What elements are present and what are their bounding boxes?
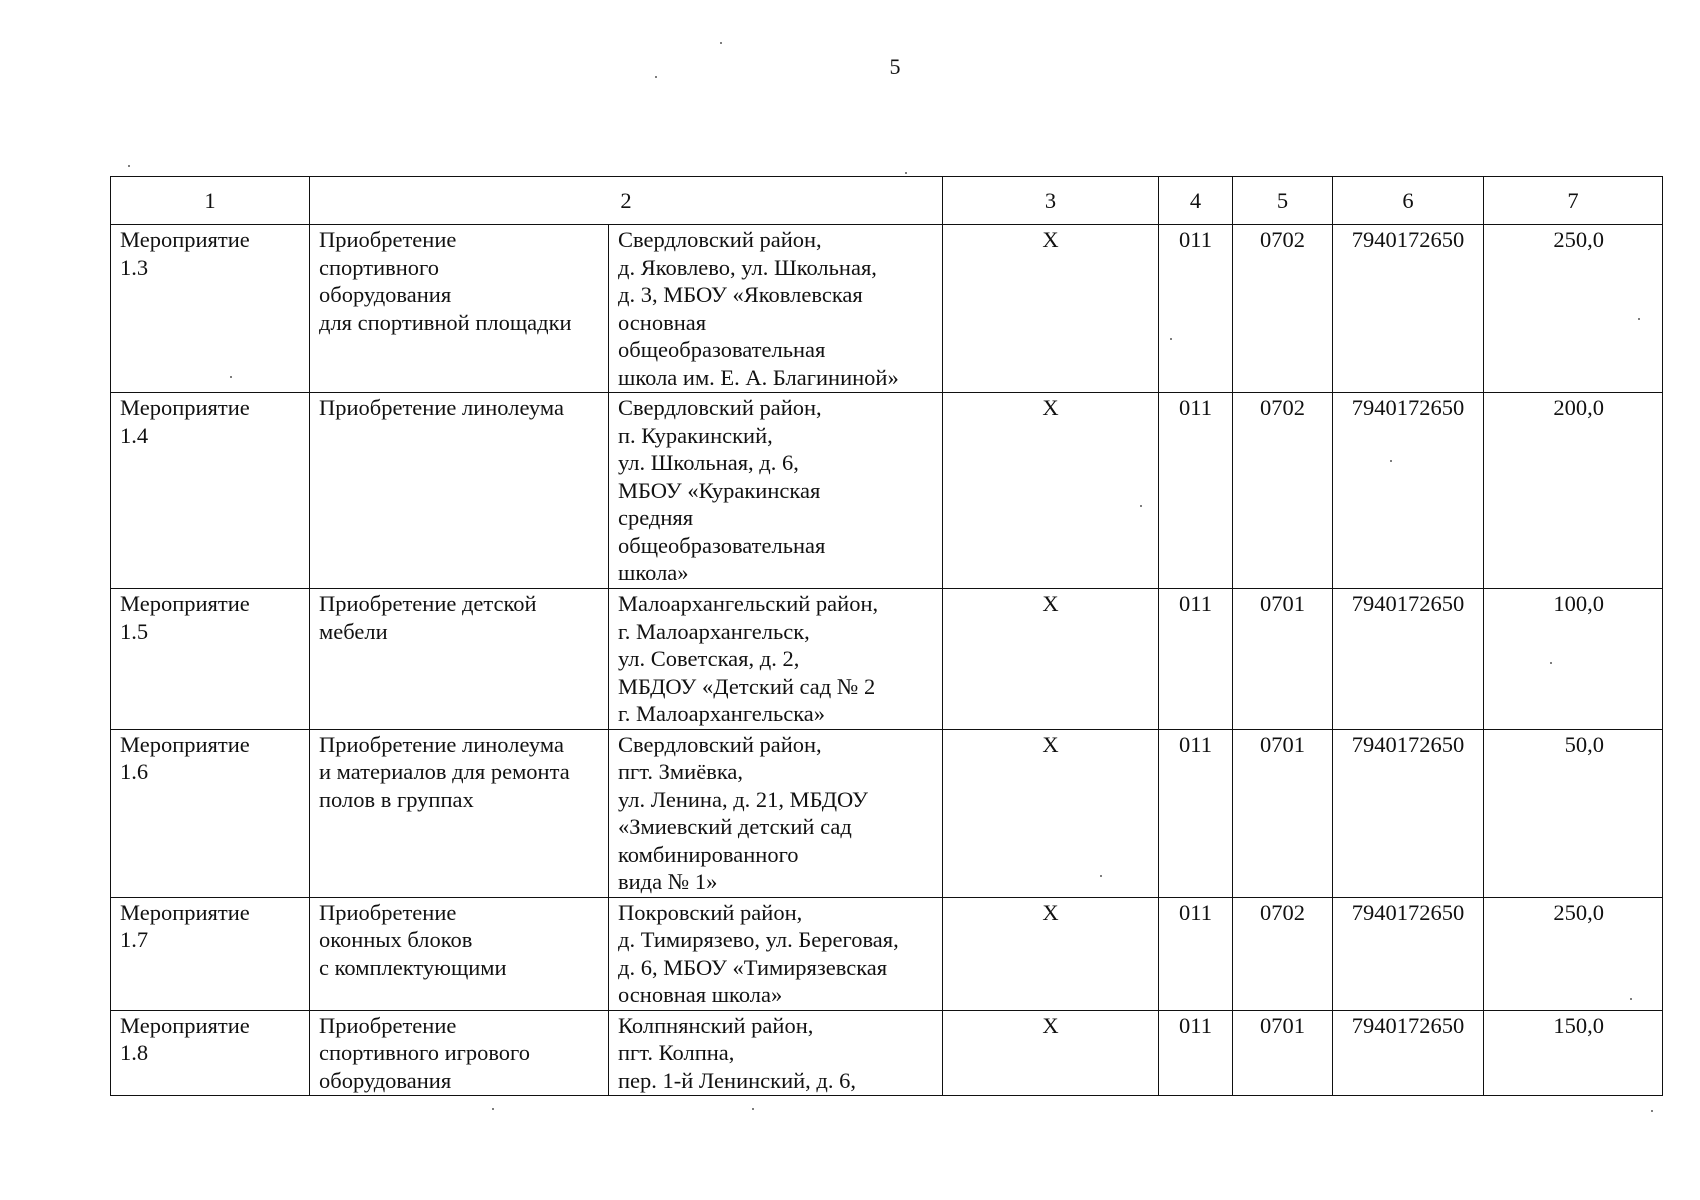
col3-cell: Х <box>943 225 1159 393</box>
activity-cell: Мероприятие 1.5 <box>111 589 310 730</box>
col7-cell: 50,0 <box>1484 729 1663 897</box>
col6-cell: 7940172650 <box>1333 393 1484 589</box>
description-cell: Приобретение оконных блоков с комплектующими <box>310 897 609 1010</box>
header-row <box>111 177 1663 225</box>
header-cell-6: 6 <box>1333 177 1484 225</box>
scan-speck <box>128 165 130 167</box>
scan-speck <box>720 42 722 44</box>
col5-cell: 0702 <box>1233 225 1333 393</box>
scan-speck <box>230 376 232 378</box>
col6-cell: 7940172650 <box>1333 729 1484 897</box>
col7-cell: 250,0 <box>1484 897 1663 1010</box>
scan-speck <box>905 172 907 174</box>
table-row <box>111 393 1663 589</box>
col5-cell: 0701 <box>1233 1010 1333 1096</box>
location-cell: Свердловский район, п. Куракинский, ул. Школьная, д. 6, МБОУ «Куракинская средняя общеобразовательная школа» <box>609 393 943 589</box>
col3-cell: Х <box>943 897 1159 1010</box>
scan-speck <box>655 76 657 78</box>
scan-speck <box>492 1108 494 1110</box>
header-cell-2: 2 <box>310 177 943 225</box>
col4-cell: 011 <box>1159 729 1233 897</box>
description-cell: Приобретение спортивного игрового оборудования <box>310 1010 609 1096</box>
scan-speck <box>1100 875 1102 877</box>
scan-speck <box>752 1108 754 1110</box>
header-cell-3: 3 <box>943 177 1159 225</box>
activity-cell: Мероприятие 1.6 <box>111 729 310 897</box>
location-cell: Покровский район, д. Тимирязево, ул. Береговая, д. 6, МБОУ «Тимирязевская основная школа» <box>609 897 943 1010</box>
col3-cell: Х <box>943 729 1159 897</box>
description-cell: Приобретение линолеума и материалов для ремонта полов в группах <box>310 729 609 897</box>
location-cell: Малоархангельский район, г. Малоархангельск, ул. Советская, д. 2, МБДОУ «Детский сад № 2 г. Малоархангельска» <box>609 589 943 730</box>
col4-cell: 011 <box>1159 393 1233 589</box>
col5-cell: 0702 <box>1233 393 1333 589</box>
header-cell-5: 5 <box>1233 177 1333 225</box>
header-cell-1: 1 <box>111 177 310 225</box>
description-cell: Приобретение линолеума <box>310 393 609 589</box>
activity-cell: Мероприятие 1.4 <box>111 393 310 589</box>
col4-cell: 011 <box>1159 1010 1233 1096</box>
activity-cell: Мероприятие 1.8 <box>111 1010 310 1096</box>
col5-cell: 0701 <box>1233 729 1333 897</box>
activities-table <box>110 176 1663 1096</box>
col3-cell: Х <box>943 589 1159 730</box>
scan-speck <box>1140 505 1142 507</box>
col7-cell: 200,0 <box>1484 393 1663 589</box>
table-row <box>111 589 1663 730</box>
col5-cell: 0702 <box>1233 897 1333 1010</box>
scan-speck <box>1651 1110 1653 1112</box>
location-cell: Колпнянский район, пгт. Колпна, пер. 1-й Ленинский, д. 6, <box>609 1010 943 1096</box>
activity-cell: Мероприятие 1.3 <box>111 225 310 393</box>
col4-cell: 011 <box>1159 897 1233 1010</box>
header-cell-4: 4 <box>1159 177 1233 225</box>
location-cell: Свердловский район, д. Яковлево, ул. Школьная, д. 3, МБОУ «Яковлевская основная общеобразовательная школа им. Е. А. Благининой» <box>609 225 943 393</box>
col7-cell: 250,0 <box>1484 225 1663 393</box>
location-cell: Свердловский район, пгт. Змиёвка, ул. Ленина, д. 21, МБДОУ «Змиевский детский сад комбинированного вида № 1» <box>609 729 943 897</box>
page-number: 5 <box>889 54 901 79</box>
activity-cell: Мероприятие 1.7 <box>111 897 310 1010</box>
scan-speck <box>1638 318 1640 320</box>
table-row <box>111 897 1663 1010</box>
scan-speck <box>1390 460 1392 462</box>
col5-cell: 0701 <box>1233 589 1333 730</box>
col7-cell: 100,0 <box>1484 589 1663 730</box>
col4-cell: 011 <box>1159 225 1233 393</box>
col3-cell: Х <box>943 393 1159 589</box>
scan-speck <box>1170 338 1172 340</box>
scan-speck <box>1630 998 1632 1000</box>
table-row <box>111 729 1663 897</box>
col6-cell: 7940172650 <box>1333 897 1484 1010</box>
header-cell-7: 7 <box>1484 177 1663 225</box>
col4-cell: 011 <box>1159 589 1233 730</box>
col3-cell: Х <box>943 1010 1159 1096</box>
col6-cell: 7940172650 <box>1333 225 1484 393</box>
col6-cell: 7940172650 <box>1333 1010 1484 1096</box>
scan-speck <box>1550 662 1552 664</box>
table-row <box>111 225 1663 393</box>
description-cell: Приобретение детской мебели <box>310 589 609 730</box>
description-cell: Приобретение спортивного оборудования для спортивной площадки <box>310 225 609 393</box>
table-row <box>111 1010 1663 1096</box>
col7-cell: 150,0 <box>1484 1010 1663 1096</box>
col6-cell: 7940172650 <box>1333 589 1484 730</box>
